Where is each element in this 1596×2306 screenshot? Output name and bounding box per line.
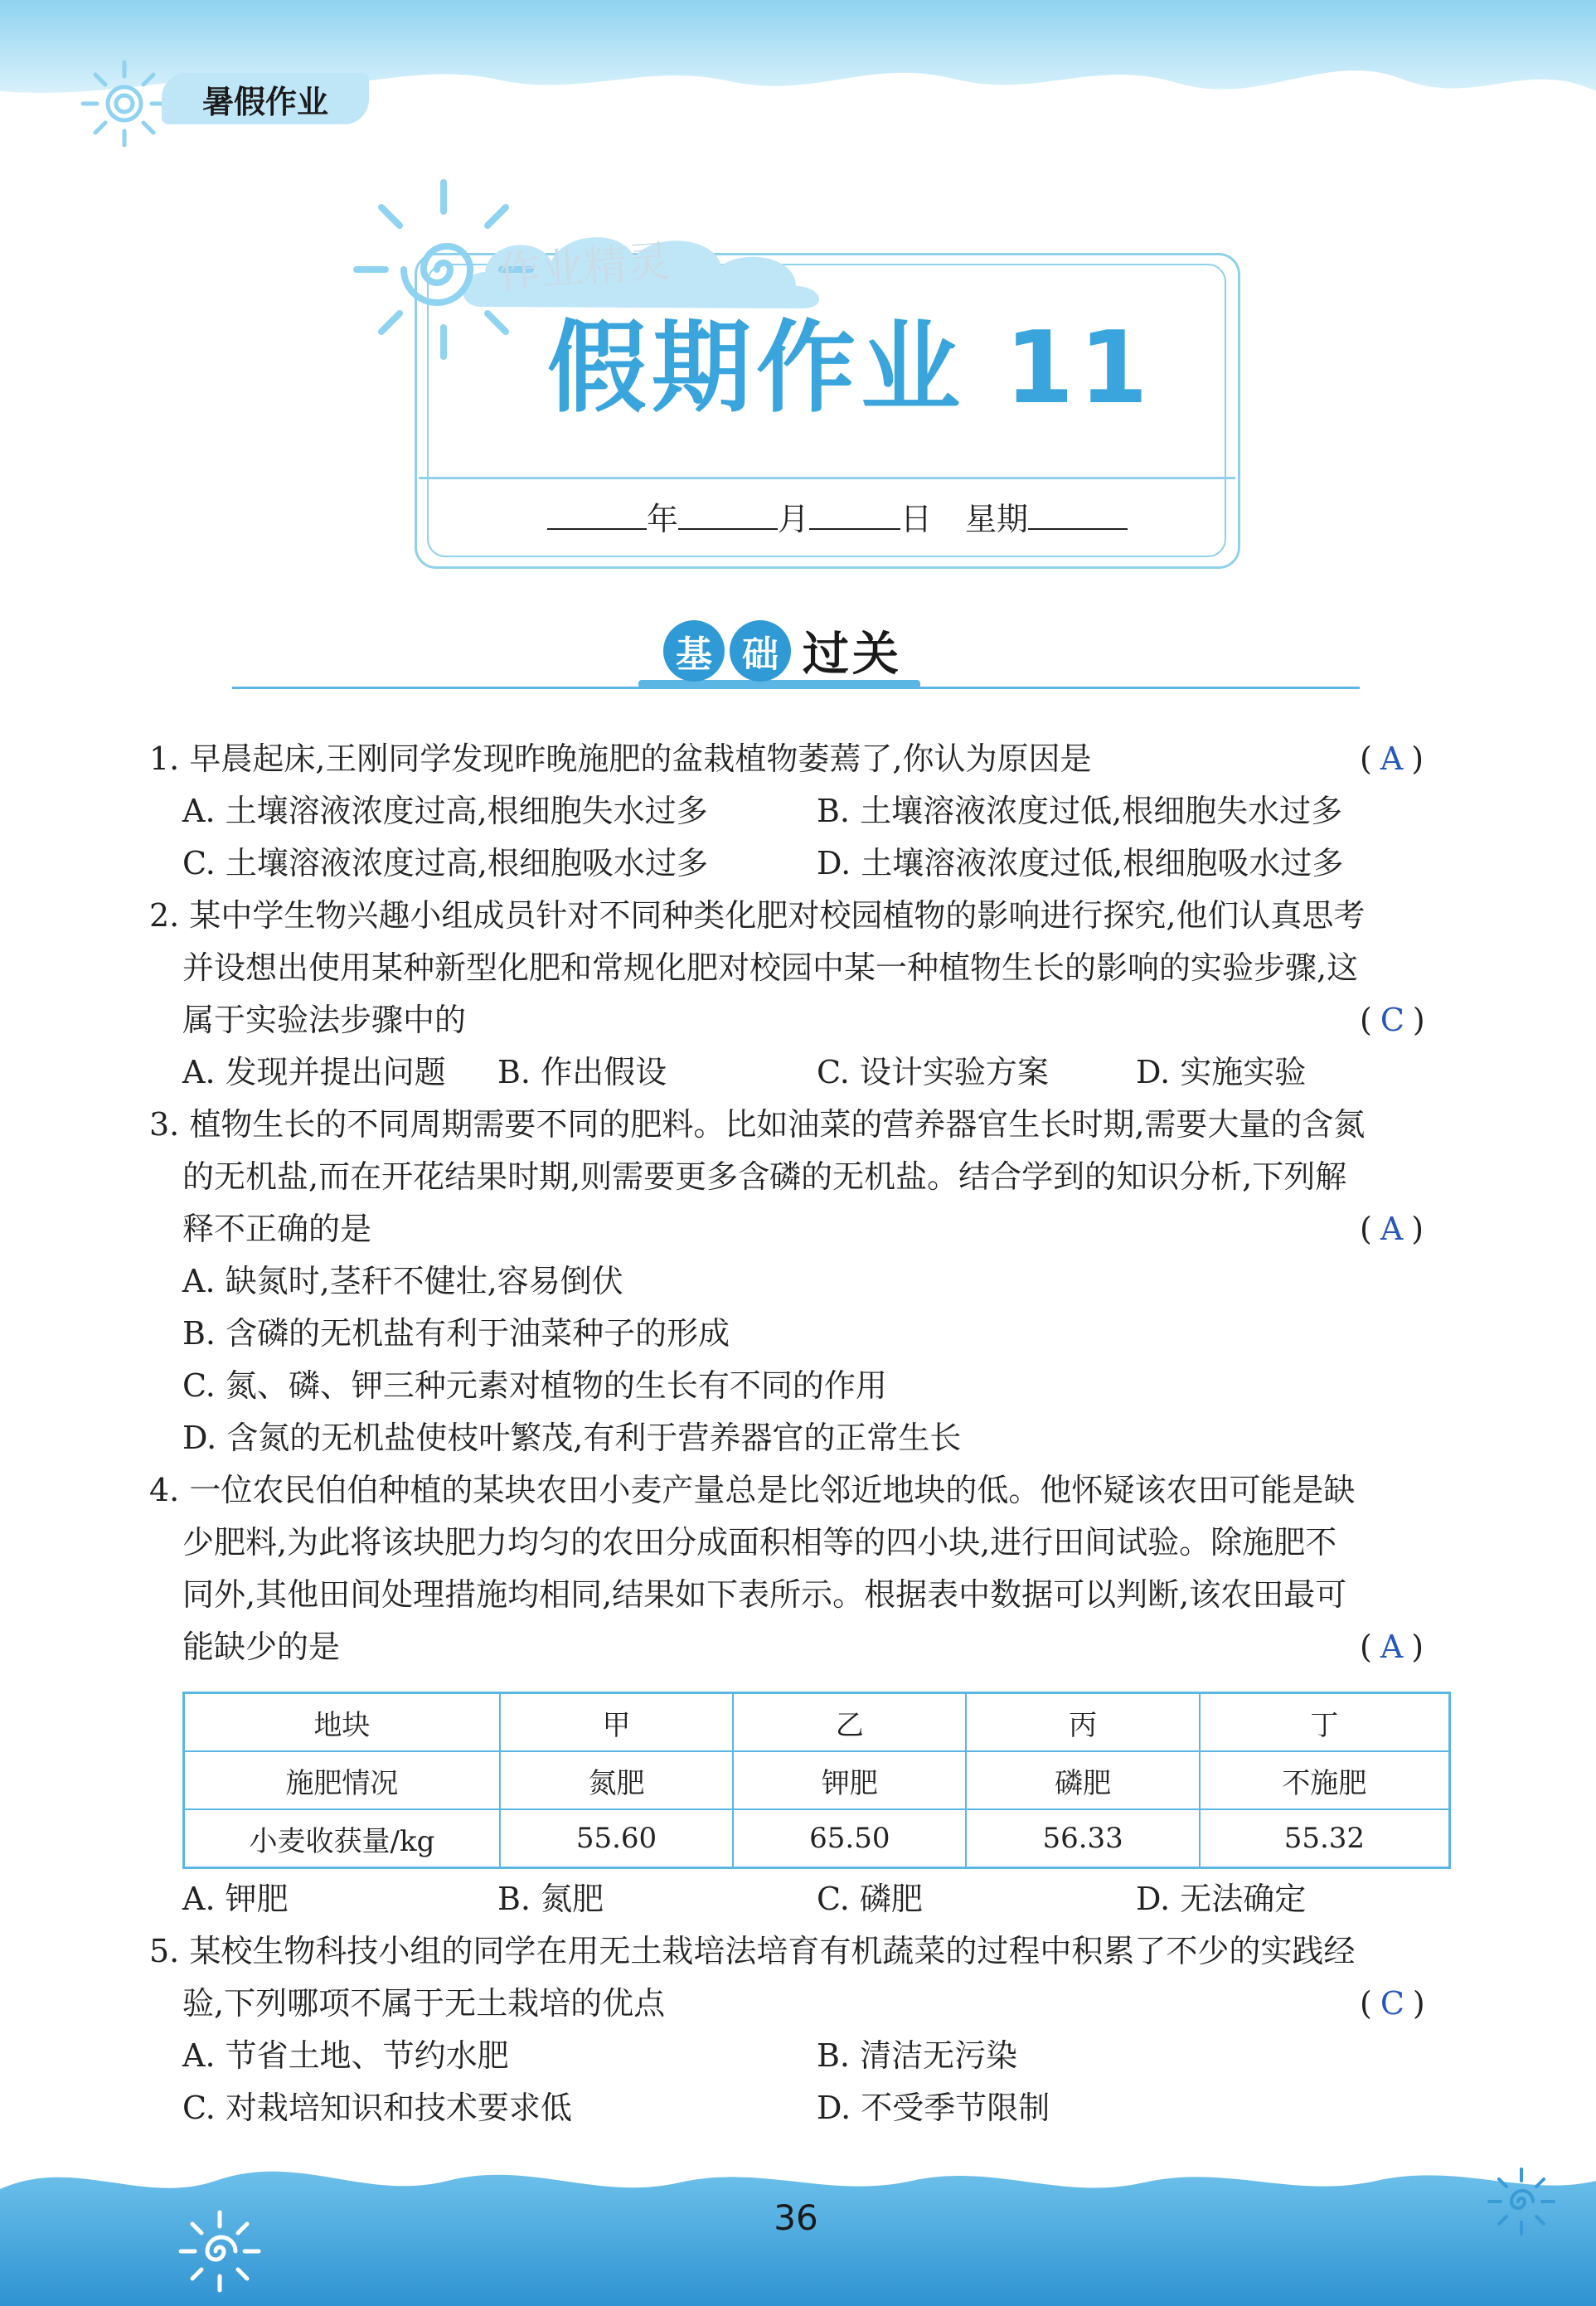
weekday-label: 星期 xyxy=(965,501,1029,537)
day-blank[interactable] xyxy=(809,495,900,530)
table-header-cell: 丙 xyxy=(966,1693,1199,1752)
sun-swirl-icon xyxy=(174,2206,265,2297)
question-5-line-2: 验,下列哪项不属于无土栽培的优点 xyxy=(182,1985,666,2022)
table-cell: 55.32 xyxy=(1200,1809,1450,1868)
q4-option-b: B. 氮肥 xyxy=(497,1881,604,1917)
question-4-line-1: 4. 一位农民伯伯种植的某块农田小麦产量总是比邻近地块的低。他怀疑该农田可能是缺 xyxy=(149,1472,1356,1508)
table-cell: 65.50 xyxy=(733,1809,966,1868)
table-cell: 氮肥 xyxy=(500,1751,733,1809)
table-header-cell: 丁 xyxy=(1200,1693,1450,1752)
table-header-row xyxy=(184,1693,1450,1752)
question-5-line-1: 5. 某校生物科技小组的同学在用无土栽培法培育有机蔬菜的过程中积累了不少的实践经 xyxy=(149,1933,1356,1969)
header-tag: 暑假作业 xyxy=(162,73,369,124)
question-3-answer: ( A ) xyxy=(1360,1211,1424,1247)
q3-option-d: D. 含氮的无机盐使枝叶繁茂,有利于营养器官的正常生长 xyxy=(182,1420,962,1456)
q5-option-d: D. 不受季节限制 xyxy=(817,2090,1050,2126)
q4-option-d: D. 无法确定 xyxy=(1136,1881,1307,1917)
q1-option-c: C. 土壤溶液浓度过高,根细胞吸水过多 xyxy=(182,845,708,881)
year-label: 年 xyxy=(647,501,679,537)
section-header xyxy=(663,614,902,688)
q3-option-c: C. 氮、磷、钾三种元素对植物的生长有不同的作用 xyxy=(182,1367,887,1404)
table-cell: 磷肥 xyxy=(966,1751,1199,1809)
q1-option-a: A. 土壤溶液浓度过高,根细胞失水过多 xyxy=(182,793,708,829)
table-cell: 不施肥 xyxy=(1200,1751,1450,1809)
section-title: 过关 xyxy=(803,628,902,682)
question-4-line-3: 同外,其他田间处理措施均相同,结果如下表所示。根据表中数据可以判断,该农田最可 xyxy=(182,1576,1347,1613)
table-cell: 施肥情况 xyxy=(184,1751,500,1809)
sun-icon xyxy=(79,58,170,149)
table-cell: 56.33 xyxy=(966,1809,1199,1868)
table-cell: 小麦收获量/kg xyxy=(184,1809,500,1868)
table-cell: 钾肥 xyxy=(733,1751,966,1809)
question-2-line-1: 2. 某中学生物兴趣小组成员针对不同种类化肥对校园植物的影响进行探究,他们认真思考 xyxy=(149,897,1366,934)
question-2-line-2: 并设想出使用某种新型化肥和常规化肥对校园中某一种植物生长的影响的实验步骤,这 xyxy=(182,949,1359,986)
section-char-2: 础 xyxy=(730,620,791,682)
title-divider xyxy=(419,477,1235,479)
table-row xyxy=(184,1809,1450,1868)
table-header-cell: 乙 xyxy=(733,1693,966,1752)
page-number: 36 xyxy=(774,2197,818,2238)
table-row xyxy=(184,1751,1450,1809)
question-3-line-3: 释不正确的是 xyxy=(182,1211,372,1247)
question-3-line-2: 的无机盐,而在开花结果时期,则需要更多含磷的无机盐。结合学到的知识分析,下列解 xyxy=(182,1158,1347,1195)
question-5-answer: ( C ) xyxy=(1360,1985,1425,2022)
question-2-answer: ( C ) xyxy=(1360,1002,1425,1038)
weekday-blank[interactable] xyxy=(1028,495,1128,530)
month-label: 月 xyxy=(778,501,810,537)
question-1-answer: ( A ) xyxy=(1360,740,1424,777)
day-label: 日 xyxy=(900,501,933,537)
table-header-cell: 地块 xyxy=(184,1693,500,1752)
q5-option-a: A. 节省土地、节约水肥 xyxy=(182,2037,509,2074)
table-cell: 55.60 xyxy=(500,1809,733,1868)
question-4-line-2: 少肥料,为此将该块肥力均匀的农田分成面积相等的四小块,进行田间试验。除施肥不 xyxy=(182,1524,1337,1561)
q2-option-b: B. 作出假设 xyxy=(497,1054,667,1090)
question-2-line-3: 属于实验法步骤中的 xyxy=(182,1002,467,1038)
q4-option-c: C. 磷肥 xyxy=(817,1881,923,1917)
watermark-text: 作业精灵 xyxy=(496,236,672,299)
q2-option-d: D. 实施实验 xyxy=(1136,1054,1307,1090)
question-4-answer: ( A ) xyxy=(1360,1629,1424,1665)
year-blank[interactable] xyxy=(547,495,647,530)
question-1-text: 1. 早晨起床,王刚同学发现昨晚施肥的盆栽植物萎蔫了,你认为原因是 xyxy=(149,740,1092,777)
q3-option-a: A. 缺氮时,茎秆不健壮,容易倒伏 xyxy=(182,1263,623,1299)
table-header-cell: 甲 xyxy=(500,1693,733,1752)
sun-swirl-icon xyxy=(1484,2164,1559,2239)
page-title: 假期作业 11 xyxy=(547,311,1153,426)
date-line xyxy=(547,494,1177,544)
question-4-line-4: 能缺少的是 xyxy=(182,1629,341,1665)
q1-option-b: B. 土壤溶液浓度过低,根细胞失水过多 xyxy=(817,793,1343,829)
q2-option-a: A. 发现并提出问题 xyxy=(182,1054,446,1090)
q2-option-c: C. 设计实验方案 xyxy=(817,1054,1049,1090)
q5-option-b: B. 清洁无污染 xyxy=(817,2037,1018,2074)
q5-option-c: C. 对栽培知识和技术要求低 xyxy=(182,2090,572,2126)
data-table xyxy=(182,1692,1451,1869)
section-char-1: 基 xyxy=(663,620,725,682)
q1-option-d: D. 土壤溶液浓度过低,根细胞吸水过多 xyxy=(817,845,1344,881)
month-blank[interactable] xyxy=(678,495,778,530)
q4-option-a: A. 钾肥 xyxy=(182,1881,289,1917)
q3-option-b: B. 含磷的无机盐有利于油菜种子的形成 xyxy=(182,1315,730,1352)
question-3-line-1: 3. 植物生长的不同周期需要不同的肥料。比如油菜的营养器官生长时期,需要大量的含氮 xyxy=(149,1106,1366,1143)
